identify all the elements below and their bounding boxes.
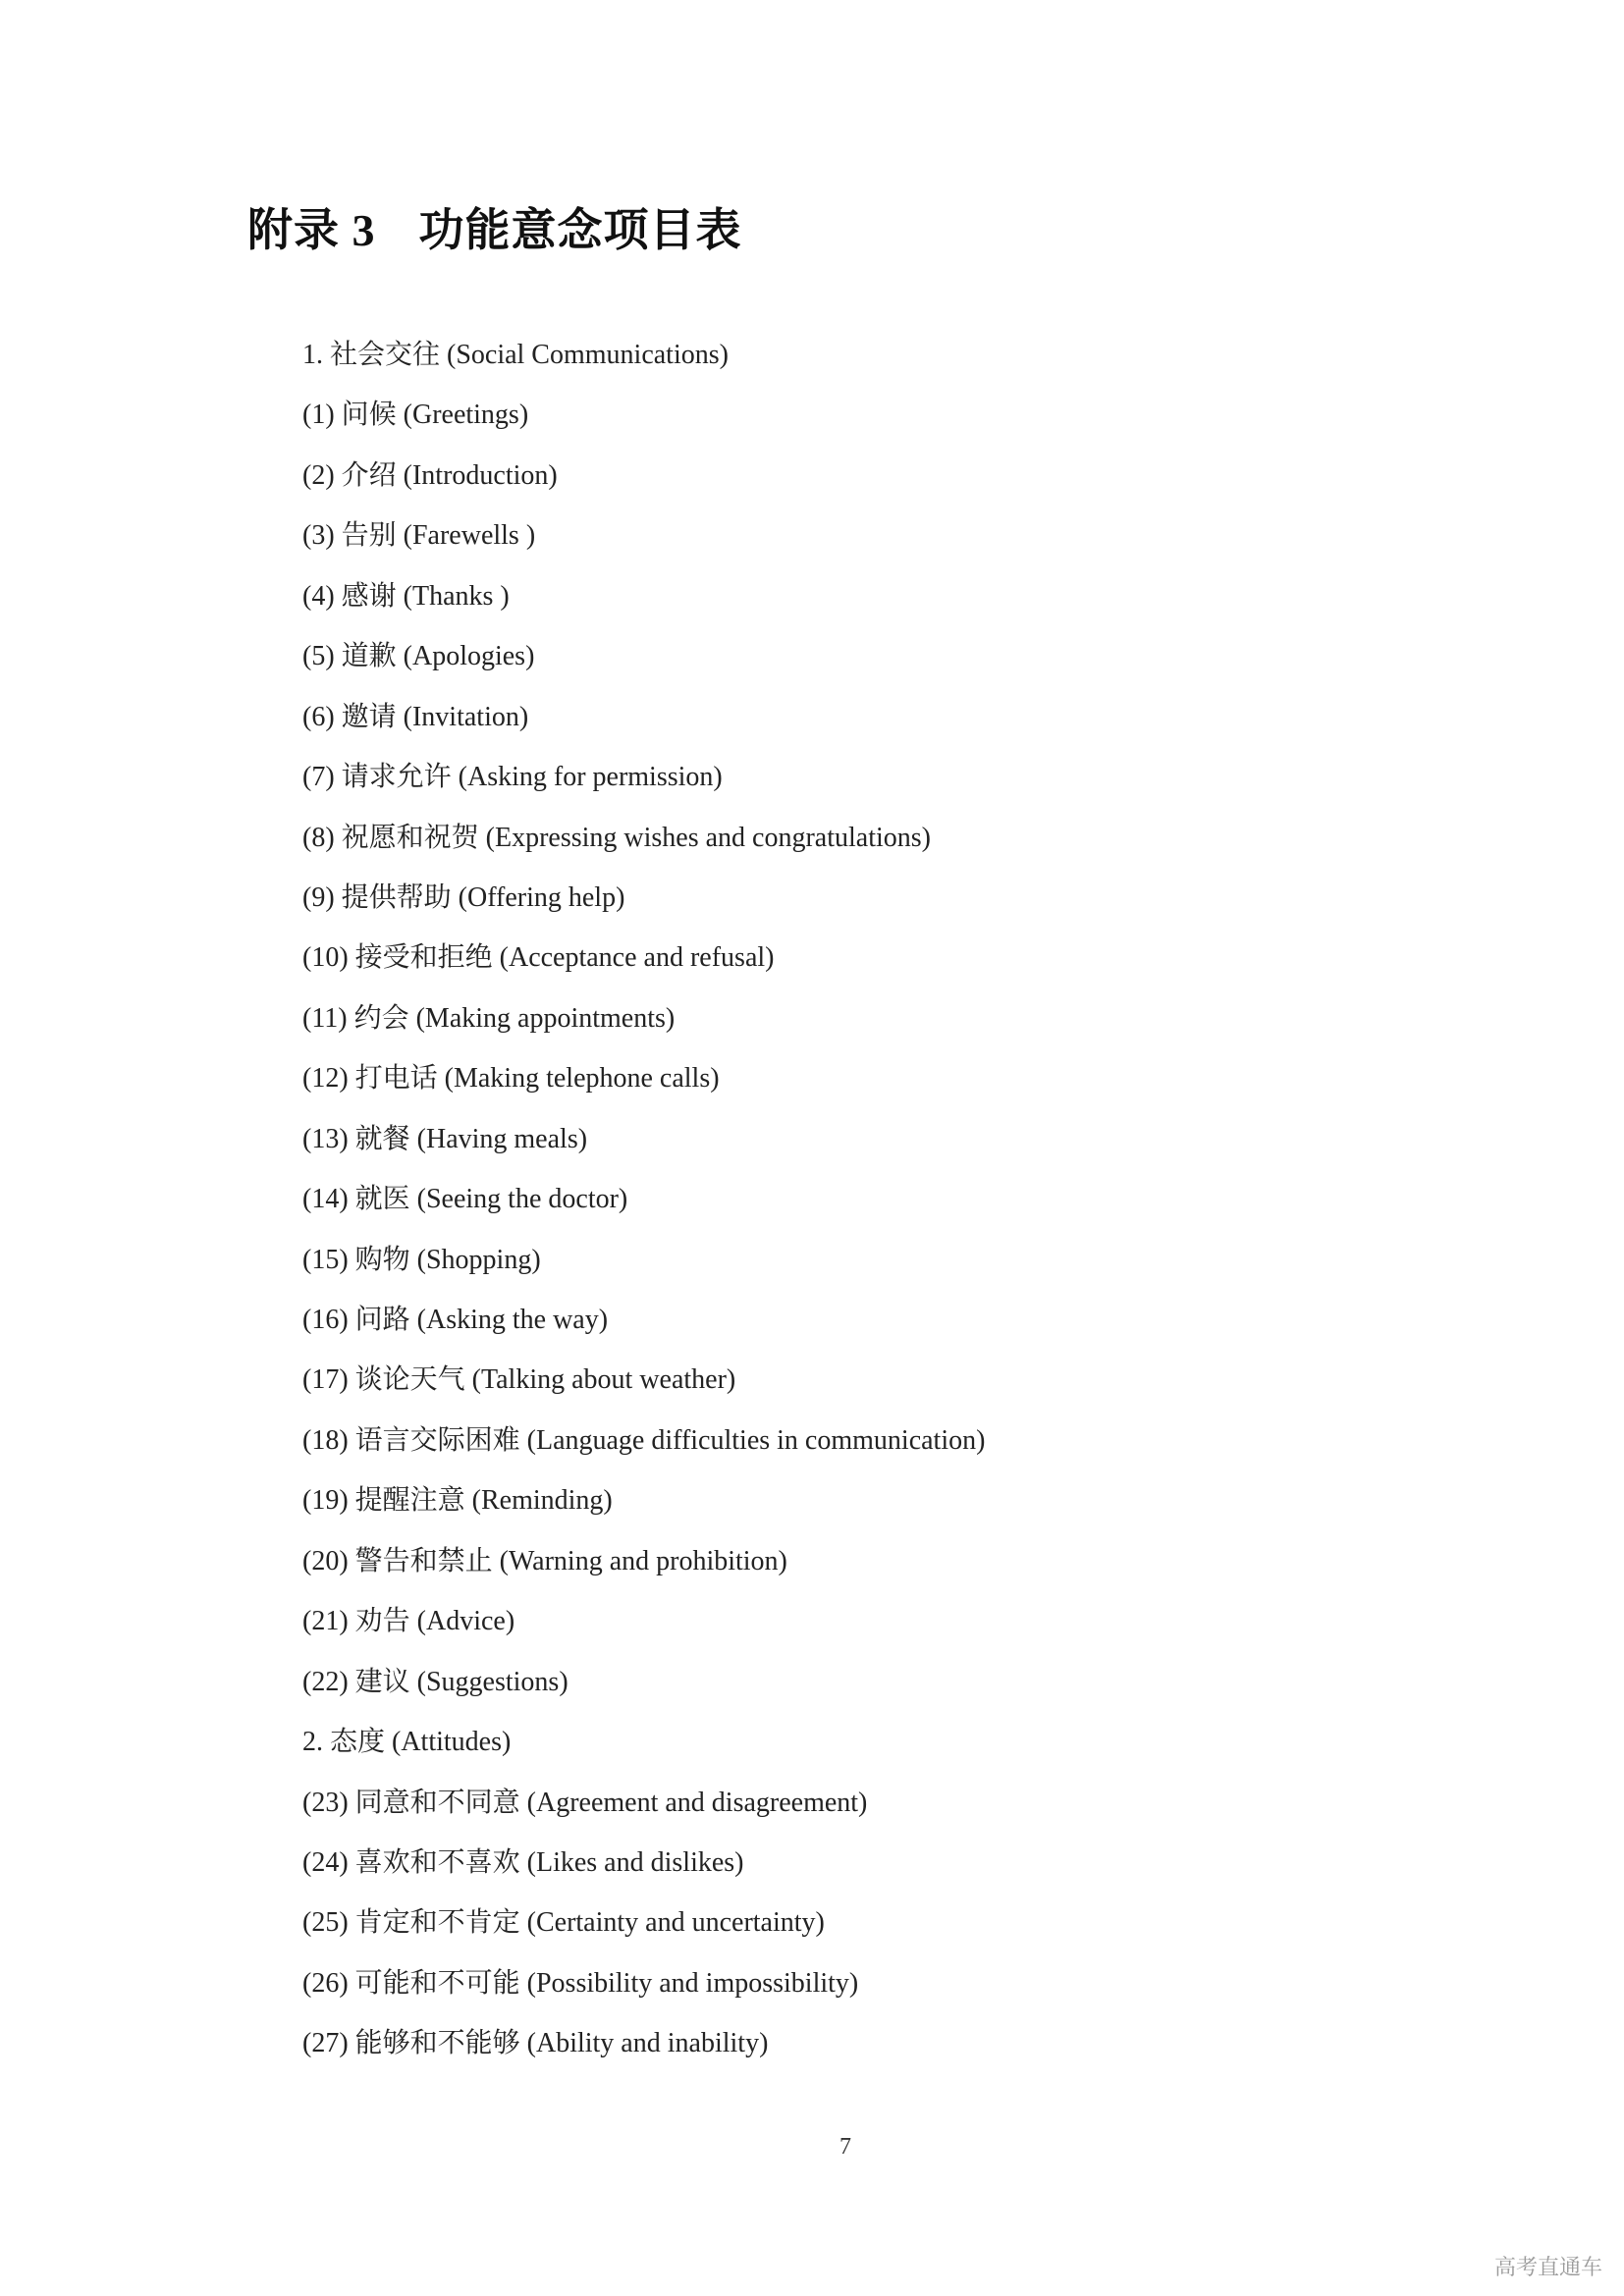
list-item: (20) 警告和禁止 (Warning and prohibition): [302, 1545, 787, 1576]
list-item: (21) 劝告 (Advice): [302, 1606, 515, 1637]
list-item: (15) 购物 (Shopping): [302, 1244, 541, 1275]
list-item: (16) 问路 (Asking the way): [302, 1305, 609, 1335]
section-heading-attitudes: 2. 态度 (Attitudes): [302, 1727, 512, 1758]
list-item: (24) 喜欢和不喜欢 (Likes and dislikes): [302, 1846, 744, 1878]
list-item: (10) 接受和拒绝 (Acceptance and refusal): [302, 942, 775, 974]
list-item: (7) 请求允许 (Asking for permission): [302, 762, 723, 793]
list-item: (2) 介绍 (Introduction): [302, 459, 558, 491]
list-item: (18) 语言交际困难 (Language difficulties in communication): [302, 1424, 986, 1456]
list-item: (11) 约会 (Making appointments): [302, 1002, 676, 1034]
watermark-text: 高考直通车: [1493, 2256, 1602, 2280]
list-item: (6) 邀请 (Invitation): [302, 701, 529, 732]
function-notion-list: [302, 333, 985, 2082]
list-item: (25) 肯定和不肯定 (Certainty and uncertainty): [302, 1907, 825, 1939]
list-item: (9) 提供帮助 (Offering help): [302, 881, 625, 913]
list-item: (19) 提醒注意 (Reminding): [302, 1485, 613, 1517]
list-item: (23) 同意和不同意 (Agreement and disagreement): [302, 1787, 868, 1818]
title-prefix: 附录 3: [247, 205, 376, 255]
list-item: (17) 谈论天气 (Talking about weather): [302, 1364, 736, 1396]
list-item: (13) 就餐 (Having meals): [302, 1123, 588, 1154]
list-item: (5) 道歉 (Apologies): [302, 641, 535, 672]
page-title: [247, 196, 742, 265]
list-item: (4) 感谢 (Thanks ): [302, 580, 510, 612]
list-item: (12) 打电话 (Making telephone calls): [302, 1063, 720, 1095]
page-number: 7: [839, 2134, 851, 2160]
list-item: (22) 建议 (Suggestions): [302, 1666, 568, 1697]
title-main: 功能意念项目表: [418, 205, 742, 255]
section-heading-social-communications: 1. 社会交往 (Social Communications): [302, 340, 729, 370]
list-item: (1) 问候 (Greetings): [302, 400, 529, 431]
list-item: (14) 就医 (Seeing the doctor): [302, 1184, 628, 1215]
list-item: (27) 能够和不能够 (Ability and inability): [302, 2028, 769, 2059]
list-item: (8) 祝愿和祝贺 (Expressing wishes and congratulations): [302, 822, 931, 853]
list-item: (3) 告别 (Farewells ): [302, 520, 536, 552]
list-item: (26) 可能和不可能 (Possibility and impossibility): [302, 1967, 859, 1999]
